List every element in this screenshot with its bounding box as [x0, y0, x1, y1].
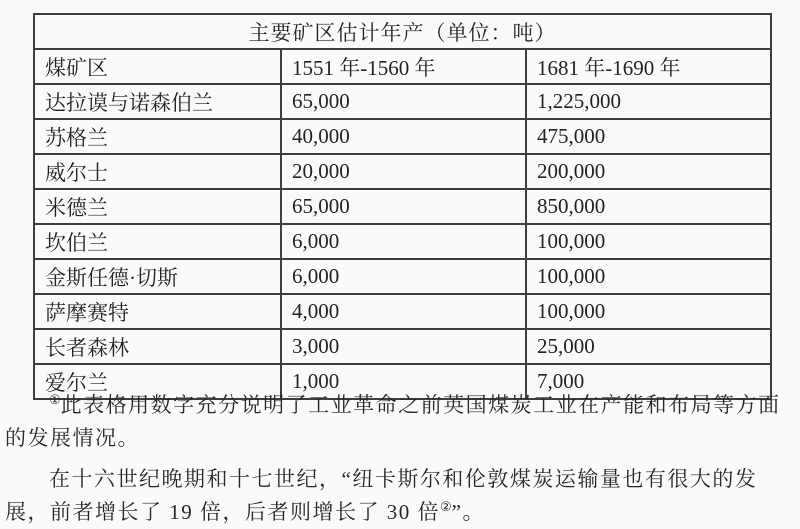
value-1681-cell: 200,000: [526, 154, 771, 189]
region-name-cell: 达拉谟与诺森伯兰: [34, 84, 281, 119]
footnotes-block: [5, 389, 797, 529]
table-row: [34, 329, 771, 364]
region-name-cell: 苏格兰: [34, 119, 281, 154]
footnote-1: [5, 389, 797, 455]
table-row: [34, 259, 771, 294]
footnote-2-marker: ②: [440, 499, 452, 514]
table-row: [34, 119, 771, 154]
table-row: [34, 294, 771, 329]
value-1681-cell: 1,225,000: [526, 84, 771, 119]
region-name-cell: 长者森林: [34, 329, 281, 364]
value-1551-cell: 65,000: [281, 189, 526, 224]
region-name-cell: 爱尔兰: [34, 364, 281, 399]
value-1551-cell: 6,000: [281, 259, 526, 294]
value-1551-cell: 65,000: [281, 84, 526, 119]
value-1681-cell: 100,000: [526, 294, 771, 329]
coal-production-table: [33, 13, 772, 400]
footnote-2-text-part2: ”。: [451, 500, 485, 524]
table-row: [34, 84, 771, 119]
column-header-1551-1560: 1551 年-1560 年: [281, 49, 526, 84]
region-name-cell: 萨摩赛特: [34, 294, 281, 329]
value-1551-cell: 40,000: [281, 119, 526, 154]
value-1681-cell: 850,000: [526, 189, 771, 224]
footnote-1-text: 此表格用数字充分说明了工业革命之前英国煤炭工业在产能和布局等方面的发展情况。: [5, 393, 781, 450]
table-header-row: [34, 49, 771, 84]
value-1681-cell: 7,000: [526, 364, 771, 399]
value-1681-cell: 25,000: [526, 329, 771, 364]
value-1551-cell: 4,000: [281, 294, 526, 329]
table-row: [34, 189, 771, 224]
value-1681-cell: 475,000: [526, 119, 771, 154]
table-title: 主要矿区估计年产（单位：吨）: [34, 14, 771, 49]
table-row: [34, 154, 771, 189]
column-header-region: 煤矿区: [34, 49, 281, 84]
region-name-cell: 金斯任德·切斯: [34, 259, 281, 294]
value-1551-cell: 3,000: [281, 329, 526, 364]
value-1551-cell: 6,000: [281, 224, 526, 259]
footnote-2-text-part1: 在十六世纪晚期和十七世纪，“纽卡斯尔和伦敦煤炭运输量也有很大的发展，前者增长了 19 倍，后者则增长了 30 倍: [5, 467, 758, 524]
region-name-cell: 米德兰: [34, 189, 281, 224]
column-header-1681-1690: 1681 年-1690 年: [526, 49, 771, 84]
footnote-1-marker: ①: [49, 392, 61, 407]
table-title-row: [34, 14, 771, 49]
region-name-cell: 威尔士: [34, 154, 281, 189]
table-row: [34, 224, 771, 259]
value-1551-cell: 1,000: [281, 364, 526, 399]
value-1681-cell: 100,000: [526, 224, 771, 259]
value-1551-cell: 20,000: [281, 154, 526, 189]
region-name-cell: 坎伯兰: [34, 224, 281, 259]
value-1681-cell: 100,000: [526, 259, 771, 294]
footnote-2: [5, 463, 797, 529]
